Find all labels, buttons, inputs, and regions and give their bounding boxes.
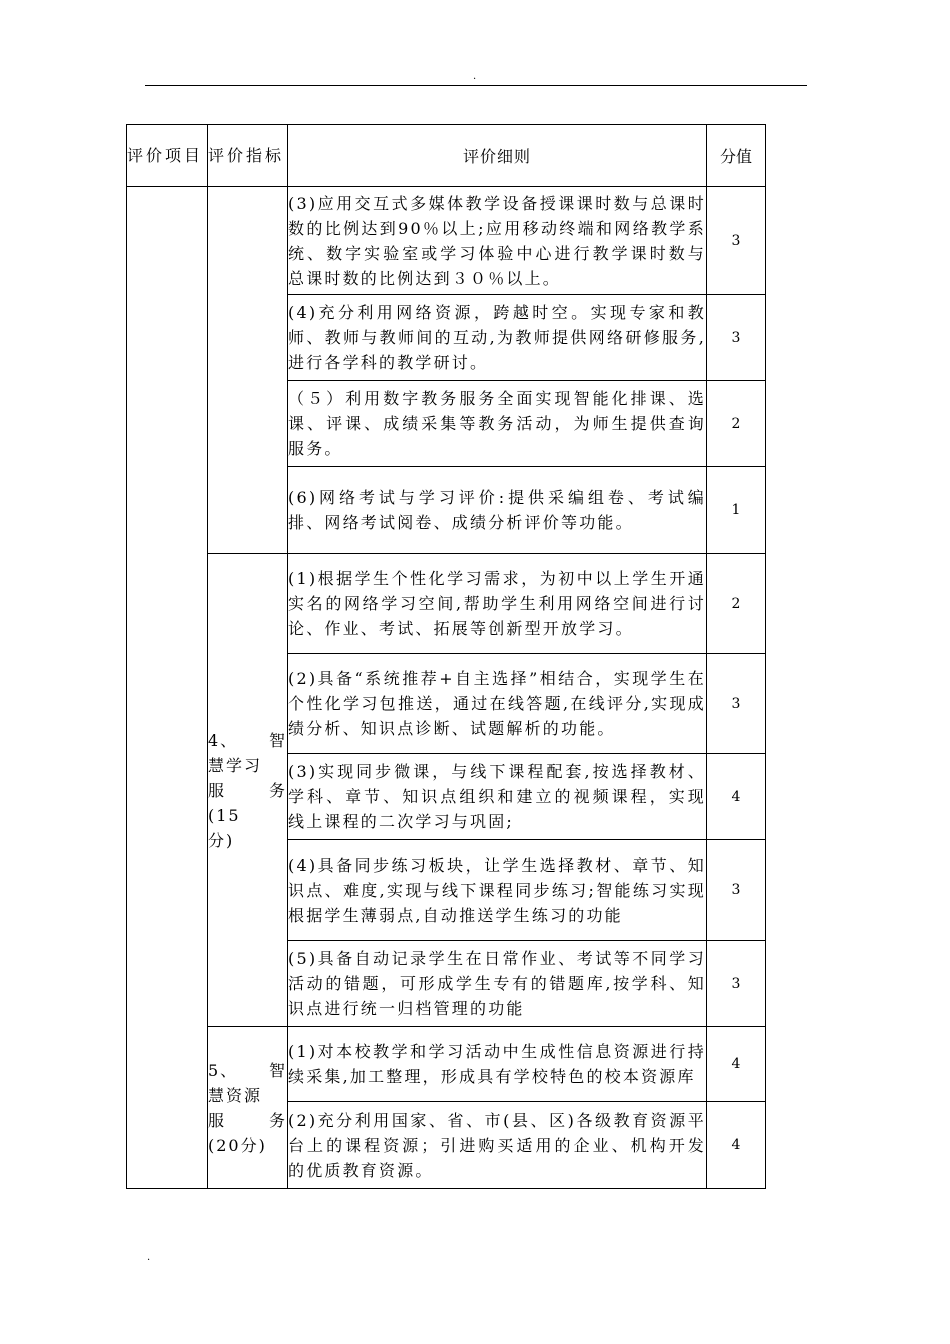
detail-cell: (2)具备“系统推荐+自主选择”相结合，实现学生在个性化学习包推送，通过在线答题,在线评分,实现成绩分析、知识点诊断、试题解析的功能。 <box>288 654 707 754</box>
evaluation-table <box>126 124 766 1189</box>
detail-cell: (1)根据学生个性化学习需求，为初中以上学生开通实名的网络学习空间,帮助学生利用网络空间进行讨论、作业、考试、拓展等创新型开放学习。 <box>288 554 707 654</box>
score-cell: 2 <box>707 554 766 654</box>
score-cell: 3 <box>707 187 766 295</box>
cat-label: 智 <box>268 1060 287 1080</box>
detail-cell: (3)实现同步微课，与线下课程配套,按选择教材、学科、章节、知识点组织和建立的视频课程，实现线上课程的二次学习与巩固; <box>288 754 707 840</box>
footer-mark: . <box>147 1252 151 1263</box>
index-smart-learning <box>208 554 288 1027</box>
header-item: 评价项目 <box>127 125 208 187</box>
score-cell: 3 <box>707 295 766 381</box>
score-cell: 2 <box>707 381 766 467</box>
detail-cell: (4)充分利用网络资源，跨越时空。实现专家和教师、教师与教师间的互动,为教师提供网络研修服务,进行各学科的教学研讨。 <box>288 295 707 381</box>
cat-label: 慧学习 <box>208 755 263 775</box>
cat-label: 智 <box>268 730 287 750</box>
detail-cell: (4)具备同步练习板块，让学生选择教材、章节、知识点、难度,实现与线下课程同步练习;智能练习实现根据学生薄弱点,自动推送学生练习的功能 <box>288 840 707 941</box>
detail-cell: （５）利用数字教务服务全面实现智能化排课、选课、评课、成绩采集等教务活动，为师生提供查询服务。 <box>288 381 707 467</box>
cat-label: 服 <box>208 1110 227 1130</box>
score-cell: 4 <box>707 1027 766 1102</box>
cat-label: 分) <box>208 830 235 850</box>
cat-label: 服 <box>208 780 227 800</box>
score-cell: 1 <box>707 467 766 554</box>
score-cell: 4 <box>707 754 766 840</box>
detail-cell: (1)对本校教学和学习活动中生成性信息资源进行持续采集,加工整理，形成具有学校特色的校本资源库 <box>288 1027 707 1102</box>
detail-cell: (5)具备自动记录学生在日常作业、考试等不同学习活动的错题，可形成学生专有的错题库,按学科、知识点进行统一归档管理的功能 <box>288 941 707 1027</box>
table-row <box>127 554 766 654</box>
index-cell <box>208 187 288 554</box>
header-score: 分值 <box>707 125 766 187</box>
score-cell: 3 <box>707 941 766 1027</box>
header-index: 评价指标 <box>208 125 288 187</box>
cat-label: (15 <box>208 805 241 825</box>
score-cell: 4 <box>707 1102 766 1189</box>
table-header-row <box>127 125 766 187</box>
cat-label: 务 <box>268 1110 287 1130</box>
detail-cell: (6)网络考试与学习评价:提供采编组卷、考试编排、网络考试阅卷、成绩分析评价等功能。 <box>288 467 707 554</box>
header-mark: . <box>473 71 477 82</box>
table-row <box>127 1027 766 1102</box>
index-smart-resources <box>208 1027 288 1189</box>
item-cell <box>127 187 208 1189</box>
cat-label: 5、 <box>208 1060 239 1080</box>
score-cell: 3 <box>707 840 766 941</box>
detail-cell: (3)应用交互式多媒体教学设备授课课时数与总课时数的比例达到90％以上;应用移动终端和网络教学系统、数字实验室或学习体验中心进行教学课时数与总课时数的比例达到３０％以上。 <box>288 187 707 295</box>
header-rule <box>145 85 807 86</box>
score-cell: 3 <box>707 654 766 754</box>
header-detail: 评价细则 <box>288 125 707 187</box>
cat-label: 4、 <box>208 730 239 750</box>
detail-cell: (2)充分利用国家、省、市(县、区)各级教育资源平台上的课程资源；引进购买适用的企业、机构开发的优质教育资源。 <box>288 1102 707 1189</box>
cat-label: (20分) <box>208 1135 267 1155</box>
cat-label: 务 <box>268 780 287 800</box>
table-row <box>127 187 766 295</box>
cat-label: 慧资源 <box>208 1085 263 1105</box>
